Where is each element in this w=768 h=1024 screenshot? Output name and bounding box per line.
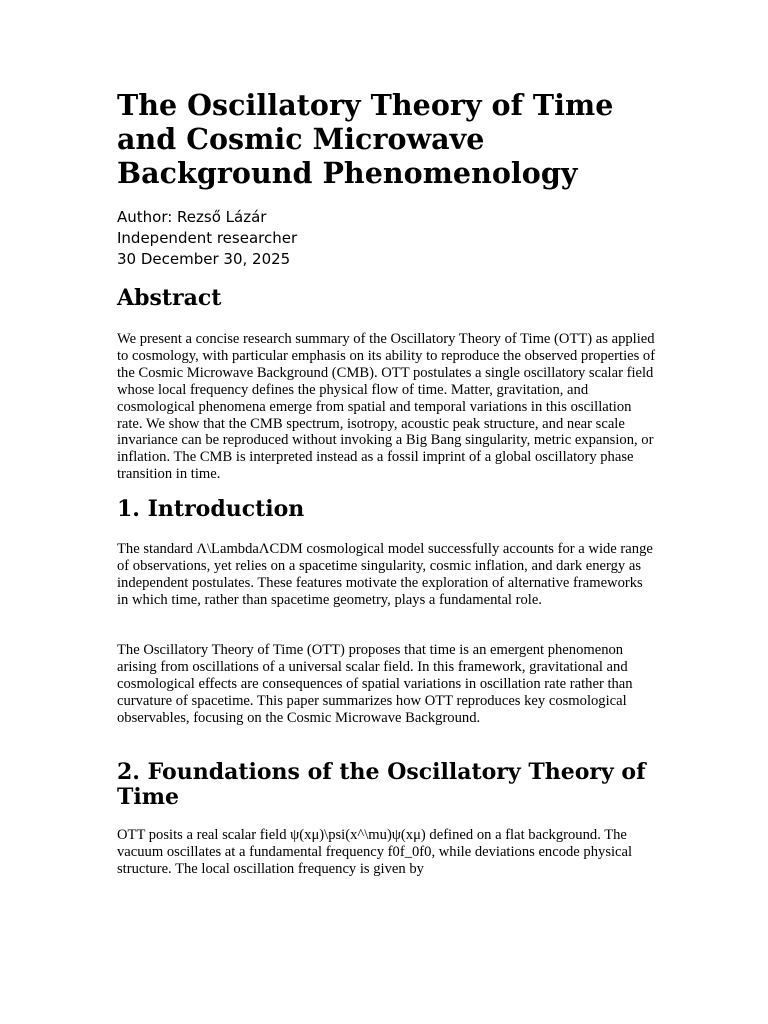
foundations-heading: 2. Foundations of the Oscillatory Theory of Time bbox=[117, 759, 646, 810]
abstract-heading: Abstract bbox=[117, 285, 222, 311]
date-line: 30 December 30, 2025 bbox=[117, 250, 291, 268]
abstract-paragraph: We present a concise research summary of the Oscillatory Theory of Time (OTT) as applied to cosmology, with particular emphasis on its ability to reproduce the observed properties of the Cosmic Microwave Background (CMB). OTT postulates a single oscillatory scalar field whose local frequency defines the physical flow of time. Matter, gravitation, and cosmological phenomena emerge from spatial and temporal variations in this oscillation rate. We show that the CMB spectrum, isotropy, acoustic peak structure, and near scale invariance can be reproduced without invoking a Big Bang singularity, metric expansion, or inflation. The CMB is interpreted instead as a fossil imprint of a global oscillatory phase transition in time. bbox=[117, 331, 656, 483]
author-line: Author: Rezső Lázár bbox=[117, 208, 267, 226]
introduction-paragraph-1: The standard Λ\LambdaΛCDM cosmological model successfully accounts for a wide range of observations, yet relies on a spacetime singularity, cosmic inflation, and dark energy as independent postulates. These features motivate the exploration of alternative frameworks in which time, rather than spacetime geometry, plays a fundamental role. bbox=[117, 541, 653, 608]
author-block bbox=[117, 207, 637, 270]
affiliation: Independent researcher bbox=[117, 229, 298, 247]
introduction-paragraph-2: The Oscillatory Theory of Time (OTT) proposes that time is an emergent phenomenon arising from oscillations of a universal scalar field. In this framework, gravitational and cosmological effects are consequences of spatial variations in oscillation rate rather than curvature of spacetime. This paper summarizes how OTT reproduces key cosmological observables, focusing on the Cosmic Microwave Background. bbox=[117, 642, 633, 726]
foundations-paragraph-1: OTT posits a real scalar field ψ(xμ)\psi(x^\mu)ψ(xμ) defined on a flat background. The vacuum oscillates at a fundamental frequency f0f_0f0, while deviations encode physical structure. The local oscillation frequency is given by bbox=[117, 827, 633, 877]
introduction-heading: 1. Introduction bbox=[117, 496, 305, 522]
paper-title: The Oscillatory Theory of Time and Cosmic Microwave Background Phenomenology bbox=[117, 88, 614, 190]
